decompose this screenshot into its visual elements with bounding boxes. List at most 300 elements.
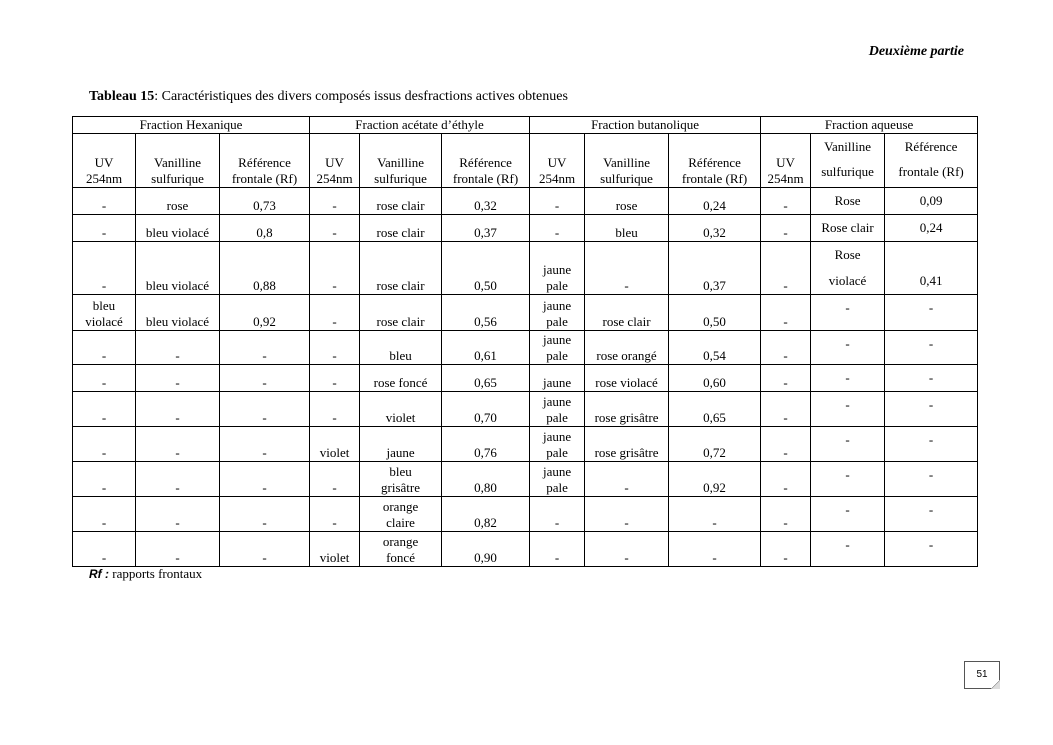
page-fold-icon xyxy=(991,680,1000,689)
cell-line: - xyxy=(928,432,934,447)
cell-line: - xyxy=(928,370,934,385)
table-cell xyxy=(761,532,811,567)
cell-line: - xyxy=(845,370,850,385)
table-cell xyxy=(136,365,220,392)
table-cell xyxy=(73,365,136,392)
cell-line: - xyxy=(712,550,717,565)
table-cell xyxy=(669,497,761,532)
table-cell xyxy=(585,188,669,215)
cell-line: pale xyxy=(546,314,568,329)
table-cell xyxy=(885,215,978,242)
cell-line: 0,88 xyxy=(253,278,276,293)
table-cell xyxy=(136,532,220,567)
cell-line: - xyxy=(783,445,788,460)
table-cell xyxy=(811,532,885,567)
table-cell xyxy=(669,532,761,567)
cell-line: frontale (Rf) xyxy=(681,171,748,186)
column-header xyxy=(136,134,220,188)
cell-line: 0,73 xyxy=(253,198,276,213)
table-cell xyxy=(310,365,360,392)
table-cell xyxy=(669,331,761,365)
cell-line: - xyxy=(101,278,107,293)
cell-line: - xyxy=(783,550,788,565)
table-cell xyxy=(585,462,669,497)
cell-line: 0,32 xyxy=(703,225,726,240)
table-cell xyxy=(360,188,442,215)
cell-line: pale xyxy=(546,480,568,495)
table-cell xyxy=(360,365,442,392)
cell-line: - xyxy=(928,502,934,517)
cell-line: - xyxy=(175,445,180,460)
table-cell xyxy=(530,295,585,331)
cell-line: 0,76 xyxy=(474,445,497,460)
cell-line: frontale (Rf) xyxy=(452,171,519,186)
cell-line: - xyxy=(928,537,934,552)
table-cell xyxy=(220,242,310,295)
cell-line: 0,41 xyxy=(919,273,943,288)
table-cell xyxy=(136,331,220,365)
cell-line: - xyxy=(845,537,850,552)
table-cell xyxy=(885,295,978,331)
cell-line: rose grisâtre xyxy=(594,410,659,425)
cell-line: - xyxy=(262,515,267,530)
cell-line: pale xyxy=(546,348,568,363)
table-cell xyxy=(310,497,360,532)
cell-line: sulfurique xyxy=(821,164,874,179)
table-cell xyxy=(220,392,310,427)
cell-line: grisâtre xyxy=(381,480,421,495)
table-cell xyxy=(669,392,761,427)
cell-line: bleu xyxy=(92,298,116,313)
table-cell xyxy=(669,215,761,242)
table-cell xyxy=(220,427,310,462)
table-cell xyxy=(761,497,811,532)
cell-line: - xyxy=(101,375,107,390)
table-cell xyxy=(442,188,530,215)
table-cell xyxy=(310,427,360,462)
cell-line: - xyxy=(928,397,934,412)
cell-line: 0,37 xyxy=(474,225,497,240)
cell-line: - xyxy=(332,375,337,390)
table-cell xyxy=(310,392,360,427)
cell-line: - xyxy=(101,225,107,240)
cell-line: - xyxy=(262,410,267,425)
cell-line: Vanilline xyxy=(377,155,424,170)
cell-line: - xyxy=(783,314,788,329)
table-cell xyxy=(360,295,442,331)
cell-line: 254nm xyxy=(316,171,353,186)
cell-line: 0,8 xyxy=(256,225,273,240)
cell-line: - xyxy=(262,445,267,460)
cell-line: - xyxy=(554,515,560,530)
cell-line: 0,82 xyxy=(474,515,497,530)
table-cell xyxy=(220,365,310,392)
cell-line: - xyxy=(554,198,560,213)
cell-line: claire xyxy=(386,515,415,530)
table-cell xyxy=(73,497,136,532)
table-row xyxy=(73,331,978,365)
cell-line: Référence xyxy=(688,155,741,170)
footnote-text: rapports frontaux xyxy=(109,566,203,581)
cell-line: - xyxy=(101,515,107,530)
cell-line: 0,50 xyxy=(703,314,726,329)
table-cell xyxy=(811,242,885,295)
table-cell xyxy=(585,427,669,462)
cell-line: Référence xyxy=(238,155,291,170)
table-cell xyxy=(585,331,669,365)
table-cell xyxy=(360,392,442,427)
table-cell xyxy=(220,462,310,497)
column-header xyxy=(585,134,669,188)
table-cell xyxy=(360,532,442,567)
cell-line: jaune xyxy=(542,262,572,277)
table-cell xyxy=(442,462,530,497)
table-cell xyxy=(669,295,761,331)
cell-line: - xyxy=(332,480,337,495)
group-butanolique: Fraction butanolique xyxy=(530,117,761,134)
table-cell xyxy=(73,295,136,331)
cell-line: - xyxy=(783,198,788,213)
cell-line: 0,32 xyxy=(474,198,497,213)
table-caption xyxy=(89,89,568,105)
cell-line: violacé xyxy=(85,314,123,329)
table-cell xyxy=(885,427,978,462)
cell-line: - xyxy=(845,336,850,351)
table-cell xyxy=(442,295,530,331)
table-cell xyxy=(585,532,669,567)
table-cell xyxy=(530,188,585,215)
cell-line: 0,24 xyxy=(919,220,943,235)
cell-line: - xyxy=(624,480,629,495)
table-cell xyxy=(811,462,885,497)
cell-line: - xyxy=(845,502,850,517)
cell-line: - xyxy=(845,432,850,447)
footnote xyxy=(89,566,202,582)
cell-line: rose clair xyxy=(602,314,651,329)
cell-line: - xyxy=(262,480,267,495)
table-cell xyxy=(761,462,811,497)
table-cell xyxy=(136,242,220,295)
cell-line: orange xyxy=(382,534,419,549)
table-cell xyxy=(73,427,136,462)
table-cell xyxy=(360,462,442,497)
cell-line: Référence xyxy=(904,139,958,154)
page-number: 51 xyxy=(976,669,988,680)
cell-line: - xyxy=(175,348,180,363)
table-cell xyxy=(885,532,978,567)
cell-line: 254nm xyxy=(85,171,123,186)
table-cell xyxy=(761,365,811,392)
cell-line: rose clair xyxy=(376,278,425,293)
cell-line: rose xyxy=(615,198,638,213)
table-cell xyxy=(220,532,310,567)
cell-line: - xyxy=(624,550,629,565)
table-cell xyxy=(220,295,310,331)
cell-line: 0,09 xyxy=(919,193,943,208)
table-cell xyxy=(811,427,885,462)
cell-line: - xyxy=(175,550,180,565)
cell-line: - xyxy=(101,348,107,363)
cell-line: - xyxy=(332,314,337,329)
cell-line: - xyxy=(175,410,180,425)
cell-line: 0,56 xyxy=(474,314,497,329)
cell-line: Rose clair xyxy=(821,220,874,235)
cell-line: - xyxy=(712,515,717,530)
table-cell xyxy=(669,188,761,215)
table-caption-label: Tableau 15 xyxy=(89,89,155,104)
table-cell xyxy=(310,242,360,295)
cell-line: - xyxy=(262,550,267,565)
table-cell xyxy=(885,331,978,365)
cell-line: rose violacé xyxy=(595,375,658,390)
cell-line: jaune xyxy=(386,445,415,460)
cell-line: UV xyxy=(547,155,567,170)
cell-line: - xyxy=(845,467,850,482)
cell-line: 0,92 xyxy=(253,314,276,329)
table-row xyxy=(73,392,978,427)
cell-line: Vanilline xyxy=(603,155,650,170)
table-cell xyxy=(136,295,220,331)
table-cell xyxy=(669,365,761,392)
cell-line: sulfurique xyxy=(151,171,204,186)
column-header xyxy=(811,134,885,188)
table-cell xyxy=(761,215,811,242)
table-cell xyxy=(530,497,585,532)
cell-line: 0,61 xyxy=(474,348,497,363)
cell-line: bleu xyxy=(615,225,638,240)
table-cell xyxy=(585,295,669,331)
table-cell xyxy=(585,365,669,392)
cell-line: - xyxy=(262,375,267,390)
cell-line: - xyxy=(783,375,788,390)
cell-line: - xyxy=(101,480,107,495)
table-cell xyxy=(885,392,978,427)
cell-line: - xyxy=(175,375,180,390)
table-cell xyxy=(530,242,585,295)
cell-line: - xyxy=(845,300,850,315)
cell-line: - xyxy=(262,348,267,363)
cell-line: - xyxy=(845,397,850,412)
table-cell xyxy=(136,188,220,215)
cell-line: pale xyxy=(546,410,568,425)
cell-line: - xyxy=(332,410,337,425)
table-cell xyxy=(310,188,360,215)
column-header xyxy=(220,134,310,188)
table-cell xyxy=(761,242,811,295)
cell-line: - xyxy=(783,515,788,530)
table-caption-text: : Caractéristiques des divers composés issus desfractions actives obtenues xyxy=(154,89,568,104)
cell-line: bleu xyxy=(389,464,412,479)
cell-line: jaune xyxy=(542,394,572,409)
cell-line: violet xyxy=(385,410,416,425)
cell-line: 0,60 xyxy=(703,375,726,390)
table-cell xyxy=(220,215,310,242)
footnote-abbr: Rf : xyxy=(89,567,109,581)
table-cell xyxy=(530,427,585,462)
column-header xyxy=(885,134,978,188)
column-header-row xyxy=(73,134,978,188)
table-cell xyxy=(310,462,360,497)
cell-line: orange xyxy=(382,499,419,514)
cell-line: pale xyxy=(546,278,568,293)
table-cell xyxy=(442,331,530,365)
table-cell xyxy=(73,242,136,295)
table-cell xyxy=(530,462,585,497)
table-row xyxy=(73,295,978,331)
cell-line: - xyxy=(332,515,337,530)
cell-line: - xyxy=(783,348,788,363)
table-row xyxy=(73,215,978,242)
column-header xyxy=(761,134,811,188)
cell-line: jaune xyxy=(542,298,572,313)
cell-line: Rose xyxy=(834,193,861,208)
cell-line: 0,72 xyxy=(703,445,726,460)
table-cell xyxy=(360,215,442,242)
cell-line: jaune xyxy=(542,464,572,479)
compound-table xyxy=(72,116,978,567)
cell-line: - xyxy=(928,300,934,315)
table-cell xyxy=(885,188,978,215)
table-cell xyxy=(811,331,885,365)
table-cell xyxy=(811,497,885,532)
table-cell xyxy=(669,427,761,462)
cell-line: - xyxy=(783,225,788,240)
table-cell xyxy=(761,427,811,462)
cell-line: - xyxy=(554,550,560,565)
table-row xyxy=(73,532,978,567)
cell-line: rose clair xyxy=(376,198,425,213)
column-header xyxy=(310,134,360,188)
cell-line: - xyxy=(332,225,337,240)
cell-line: - xyxy=(624,278,629,293)
cell-line: bleu violacé xyxy=(145,225,210,240)
table-cell xyxy=(585,392,669,427)
cell-line: 0,65 xyxy=(474,375,497,390)
column-header xyxy=(669,134,761,188)
cell-line: 0,92 xyxy=(703,480,726,495)
group-header-row xyxy=(73,117,978,134)
cell-line: jaune xyxy=(542,332,572,347)
cell-line: - xyxy=(554,225,560,240)
column-header xyxy=(360,134,442,188)
cell-line: - xyxy=(332,348,337,363)
cell-line: bleu violacé xyxy=(145,278,210,293)
group-acetate: Fraction acétate d’éthyle xyxy=(310,117,530,134)
table-cell xyxy=(585,497,669,532)
column-header xyxy=(73,134,136,188)
table-cell xyxy=(761,295,811,331)
column-header xyxy=(530,134,585,188)
table-row xyxy=(73,427,978,462)
table-cell xyxy=(73,188,136,215)
table-cell xyxy=(885,242,978,295)
table-cell xyxy=(360,331,442,365)
table-cell xyxy=(530,331,585,365)
cell-line: - xyxy=(624,515,629,530)
table-cell xyxy=(310,295,360,331)
table-cell xyxy=(530,365,585,392)
section-header: Deuxième partie xyxy=(868,44,964,59)
table-cell xyxy=(669,462,761,497)
cell-line: Rose xyxy=(834,247,861,262)
table-cell xyxy=(442,427,530,462)
cell-line: Référence xyxy=(459,155,512,170)
cell-line: - xyxy=(332,278,337,293)
table-row xyxy=(73,242,978,295)
cell-line: bleu xyxy=(389,348,412,363)
cell-line: 0,80 xyxy=(474,480,497,495)
table-cell xyxy=(885,462,978,497)
cell-line: jaune xyxy=(542,429,572,444)
cell-line: UV xyxy=(325,155,344,170)
cell-line: rose xyxy=(166,198,189,213)
table-cell xyxy=(220,188,310,215)
table-cell xyxy=(811,215,885,242)
cell-line: frontale (Rf) xyxy=(231,171,298,186)
table-cell xyxy=(761,392,811,427)
table-cell xyxy=(73,532,136,567)
table-cell xyxy=(73,462,136,497)
cell-line: rose foncé xyxy=(373,375,428,390)
cell-line: 0,50 xyxy=(474,278,497,293)
table-cell xyxy=(811,392,885,427)
cell-line: - xyxy=(928,467,934,482)
table-row xyxy=(73,497,978,532)
cell-line: 0,54 xyxy=(703,348,726,363)
cell-line: violet xyxy=(319,550,350,565)
table-cell xyxy=(885,365,978,392)
cell-line: foncé xyxy=(386,550,415,565)
cell-line: - xyxy=(101,445,107,460)
cell-line: 0,37 xyxy=(703,278,726,293)
table-cell xyxy=(360,497,442,532)
table-cell xyxy=(811,365,885,392)
cell-line: Vanilline xyxy=(154,155,201,170)
table-cell xyxy=(73,215,136,242)
group-aqueuse: Fraction aqueuse xyxy=(761,117,978,134)
group-hexanique: Fraction Hexanique xyxy=(73,117,310,134)
cell-line: pale xyxy=(546,445,568,460)
column-header xyxy=(442,134,530,188)
cell-line: 0,65 xyxy=(703,410,726,425)
table-body xyxy=(73,188,978,567)
cell-line: - xyxy=(783,410,788,425)
cell-line: 0,24 xyxy=(703,198,726,213)
cell-line: - xyxy=(783,480,788,495)
table-cell xyxy=(885,497,978,532)
table-cell xyxy=(442,497,530,532)
table-cell xyxy=(761,331,811,365)
cell-line: - xyxy=(783,278,788,293)
table-cell xyxy=(530,532,585,567)
table-cell xyxy=(136,392,220,427)
cell-line: - xyxy=(928,336,934,351)
table-cell xyxy=(310,532,360,567)
cell-line: 0,90 xyxy=(474,550,497,565)
cell-line: 254nm xyxy=(538,171,576,186)
table-cell xyxy=(220,497,310,532)
cell-line: violet xyxy=(319,445,350,460)
cell-line: 254nm xyxy=(767,171,804,186)
cell-line: - xyxy=(101,550,107,565)
cell-line: UV xyxy=(94,155,114,170)
table-cell xyxy=(442,215,530,242)
table-cell xyxy=(530,392,585,427)
table-cell xyxy=(585,215,669,242)
cell-line: sulfurique xyxy=(600,171,653,186)
table-row xyxy=(73,365,978,392)
table-cell xyxy=(136,497,220,532)
